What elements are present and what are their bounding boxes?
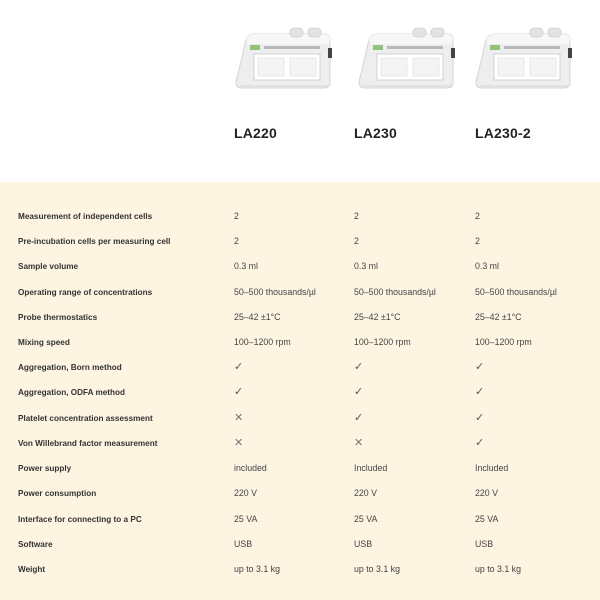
model-title-la230-2: LA230-2 <box>475 125 531 141</box>
spec-value-la220: 50–500 thousands/µl <box>234 287 316 297</box>
spec-row-power-consumption <box>0 481 600 506</box>
check-icon: ✓ <box>475 386 485 398</box>
spec-row-power-supply <box>0 456 600 481</box>
device-image-la220 <box>232 24 334 94</box>
spec-value-la230-2: 2 <box>475 211 480 221</box>
spec-row-probe-thermostatics <box>0 305 600 330</box>
spec-value-la230-2: up to 3.1 kg <box>475 564 521 574</box>
spec-label: Interface for connecting to a PC <box>18 515 142 524</box>
spec-row-platelet-concentration <box>0 406 600 431</box>
product-header <box>0 0 600 182</box>
spec-value-la220: 2 <box>234 211 239 221</box>
device-image-la230 <box>355 24 457 94</box>
spec-label: Aggregation, ODFA method <box>18 388 126 397</box>
spec-row-independent-cells <box>0 204 600 229</box>
spec-label: Measurement of independent cells <box>18 212 153 221</box>
spec-value-la230-2: 220 V <box>475 488 498 498</box>
spec-value-la230-2: Included <box>475 463 509 473</box>
spec-value-la220: 2 <box>234 236 239 246</box>
spec-label: Power consumption <box>18 489 97 498</box>
model-title-la230: LA230 <box>354 125 398 141</box>
spec-value-la220: 220 V <box>234 488 257 498</box>
spec-value-la220: 25–42 ±1°C <box>234 312 281 322</box>
spec-value-la220: up to 3.1 kg <box>234 564 280 574</box>
spec-value-la230-2: 25–42 ±1°C <box>475 312 522 322</box>
spec-value-la230: 2 <box>354 211 359 221</box>
spec-label: Probe thermostatics <box>18 313 98 322</box>
spec-row-sample-volume <box>0 254 600 279</box>
spec-value-la230: 2 <box>354 236 359 246</box>
spec-label: Power supply <box>18 464 72 473</box>
cross-icon: ✕ <box>354 437 364 449</box>
check-icon: ✓ <box>234 361 244 373</box>
check-icon: ✓ <box>475 437 485 449</box>
spec-label: Software <box>18 540 53 549</box>
analyzer-device-icon <box>355 24 457 94</box>
spec-value-la230: 50–500 thousands/µl <box>354 287 436 297</box>
spec-value-la230: 25–42 ±1°C <box>354 312 401 322</box>
spec-label: Aggregation, Born method <box>18 363 122 372</box>
spec-value-la230: 220 V <box>354 488 377 498</box>
check-icon: ✓ <box>354 412 364 424</box>
spec-label: Mixing speed <box>18 338 70 347</box>
spec-value-la230-2: 100–1200 rpm <box>475 337 532 347</box>
analyzer-device-icon <box>472 24 574 94</box>
spec-row-pre-incubation <box>0 229 600 254</box>
spec-label: Sample volume <box>18 262 79 271</box>
spec-value-la230-2: 50–500 thousands/µl <box>475 287 557 297</box>
spec-label: Platelet concentration assessment <box>18 414 153 423</box>
spec-value-la230: Included <box>354 463 388 473</box>
spec-row-mixing-speed <box>0 330 600 355</box>
check-icon: ✓ <box>354 361 364 373</box>
spec-value-la230-2: 0.3 ml <box>475 261 499 271</box>
spec-label: Weight <box>18 565 46 574</box>
spec-value-la220: 0.3 ml <box>234 261 258 271</box>
spec-value-la230: USB <box>354 539 373 549</box>
spec-value-la220: 25 VA <box>234 514 258 524</box>
spec-value-la230: 100–1200 rpm <box>354 337 411 347</box>
spec-value-la230: 25 VA <box>354 514 378 524</box>
spec-label: Pre-incubation cells per measuring cell <box>18 237 171 246</box>
check-icon: ✓ <box>234 386 244 398</box>
spec-label: Operating range of concentrations <box>18 288 153 297</box>
spec-row-weight <box>0 557 600 582</box>
spec-row-software <box>0 532 600 557</box>
spec-value-la230-2: USB <box>475 539 494 549</box>
spec-value-la230: up to 3.1 kg <box>354 564 400 574</box>
spec-row-born-method <box>0 355 600 380</box>
model-title-la220: LA220 <box>234 125 278 141</box>
spec-value-la220: 100–1200 rpm <box>234 337 291 347</box>
spec-table <box>0 182 600 600</box>
cross-icon: ✕ <box>234 412 244 424</box>
spec-value-la230: 0.3 ml <box>354 261 378 271</box>
spec-value-la230-2: 2 <box>475 236 480 246</box>
spec-row-operating-range <box>0 280 600 305</box>
spec-label: Von Willebrand factor measurement <box>18 439 158 448</box>
check-icon: ✓ <box>475 412 485 424</box>
spec-value-la220: included <box>234 463 267 473</box>
cross-icon: ✕ <box>234 437 244 449</box>
device-image-la230-2 <box>472 24 574 94</box>
spec-row-pc-interface <box>0 507 600 532</box>
spec-row-von-willebrand <box>0 431 600 456</box>
spec-value-la230-2: 25 VA <box>475 514 499 524</box>
spec-row-odfa-method <box>0 380 600 405</box>
spec-value-la220: USB <box>234 539 253 549</box>
analyzer-device-icon <box>232 24 334 94</box>
check-icon: ✓ <box>354 386 364 398</box>
check-icon: ✓ <box>475 361 485 373</box>
